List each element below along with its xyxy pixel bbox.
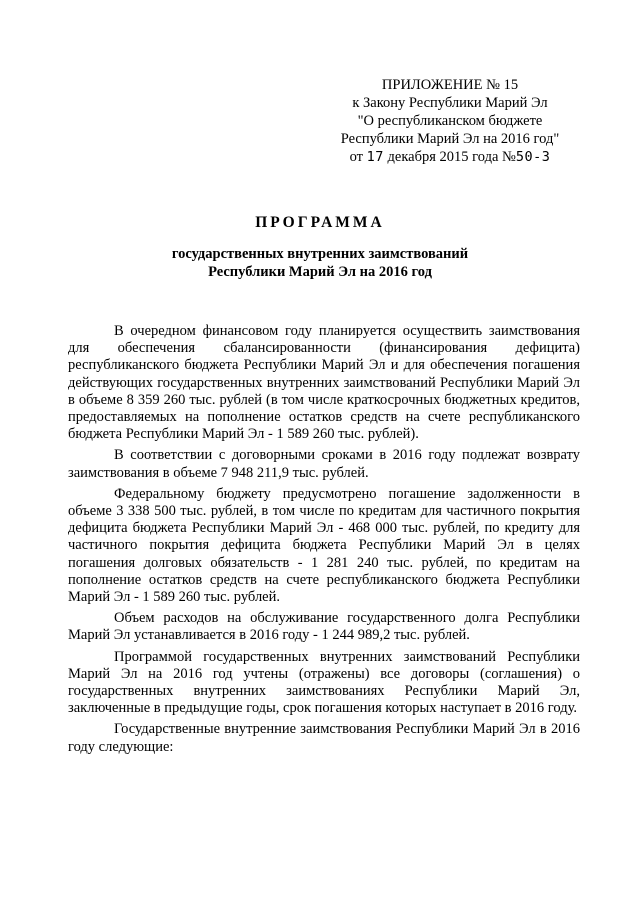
paragraph-debt-service: Объем расходов на обслуживание государственного долга Республики Марий Эл устанавливается в 2016 году - 1 244 989,2 тыс. рублей. <box>68 610 580 644</box>
appendix-law-date <box>300 148 600 166</box>
appendix-header <box>300 76 600 166</box>
subtitle-line-2: Республики Марий Эл на 2016 год <box>208 264 432 280</box>
appendix-law-reference: к Закону Республики Марий Эл <box>352 95 548 111</box>
document-subtitle <box>0 245 640 281</box>
paragraph-program-scope: Программой государственных внутренних заимствований Республики Марий Эл на 2016 год учтены (отражены) все договоры (соглашения) о государственных внутренних заимствованиях Республики Марий Эл, заключенные в предыдущие годы, срок погашения которых наступает в 2016 году. <box>68 648 580 717</box>
appendix-law-title-1: "О республиканском бюджете <box>357 113 543 129</box>
paragraph-repayment: В соответствии с договорными сроками в 2016 году подлежат возврату заимствования в объеме 7 948 211,9 тыс. рублей. <box>68 447 580 481</box>
document-title: ПРОГРАММА <box>255 214 385 231</box>
document-body <box>68 323 580 760</box>
paragraph-federal-budget: Федеральному бюджету предусмотрено погашение задолженности в объеме 3 338 500 тыс. рублей, в том числе по кредитам для частичного покрытия дефицита бюджета Республики Марий Эл - 468 000 тыс. рублей, по кредиту для частичного покрытия дефицита бюджета Республики Марий Эл в целях погашения долговых обязательств - 1 281 240 тыс. рублей, по кредитам на пополнение остатков средств на счете республиканского бюджета Республики Марий Эл - 1 589 260 тыс. рублей. <box>68 485 580 606</box>
date-middle: декабря 2015 года № <box>387 149 516 165</box>
paragraph-borrowing-plan: В очередном финансовом году планируется осуществить заимствования для обеспечения сбалансированности (финансирования дефицита) республиканского бюджета Республики Марий Эл и для обеспечения погашения действующих государственных внутренних заимствований Республики Марий Эл в объеме 8 359 260 тыс. рублей (в том числе краткосрочных бюджетных кредитов, предоставляемых на пополнение остатков средств на счете республиканского бюджета Республики Марий Эл - 1 589 260 тыс. рублей). <box>68 323 580 443</box>
handwritten-day: 17 <box>366 149 384 165</box>
appendix-number: ПРИЛОЖЕНИЕ № 15 <box>381 77 519 93</box>
subtitle-line-1: государственных внутренних заимствований <box>171 246 469 262</box>
handwritten-law-number: 50-З <box>515 149 551 165</box>
appendix-law-title-2: Республики Марий Эл на 2016 год" <box>340 131 560 147</box>
date-prefix: от <box>349 149 364 165</box>
paragraph-list-intro: Государственные внутренние заимствования Республики Марий Эл в 2016 году следующие: <box>68 721 580 755</box>
